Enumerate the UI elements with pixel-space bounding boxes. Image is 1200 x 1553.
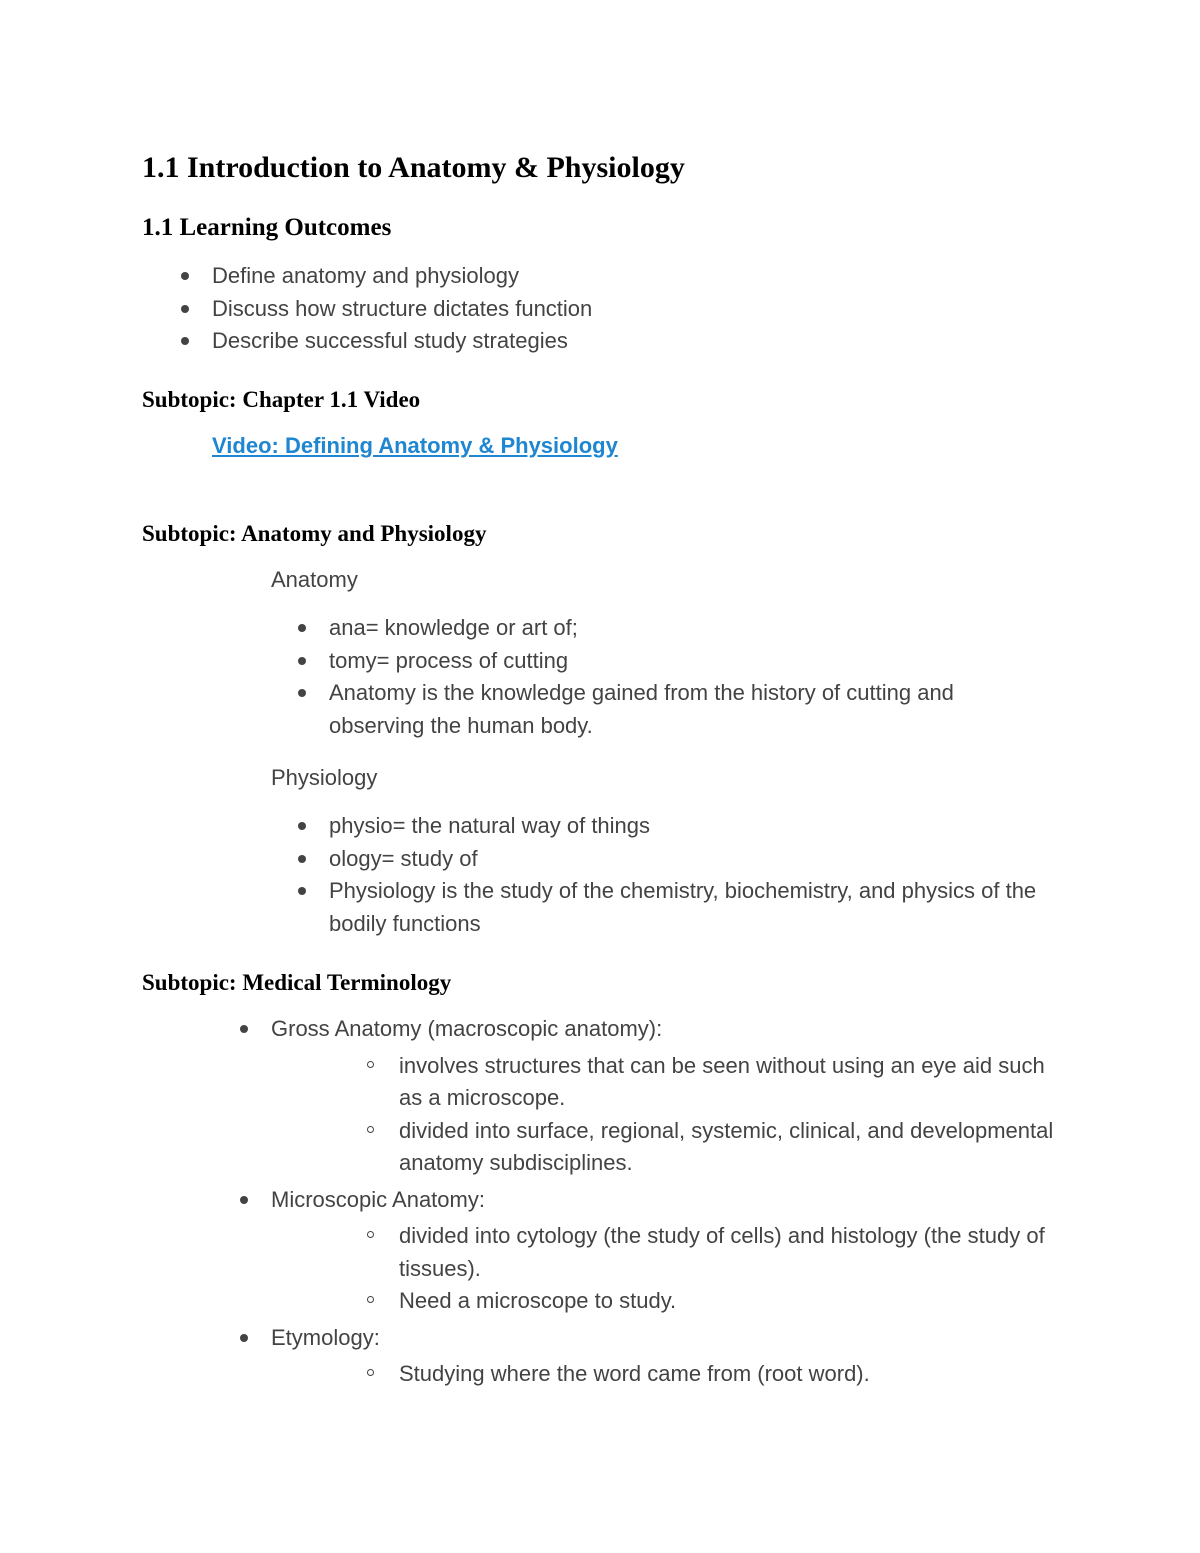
etymology-sublist xyxy=(399,1358,1059,1391)
video-link[interactable]: Video: Defining Anatomy & Physiology xyxy=(212,433,618,458)
medical-terminology-heading: Subtopic: Medical Terminology xyxy=(142,970,452,995)
list-item: Define anatomy and physiology xyxy=(212,260,1112,293)
list-item: physio= the natural way of things xyxy=(329,810,1049,843)
physiology-list xyxy=(329,810,1049,940)
video-subtopic-heading: Subtopic: Chapter 1.1 Video xyxy=(142,387,421,412)
list-item-microscopic-anatomy xyxy=(271,1184,1071,1318)
microscopic-anatomy-sublist xyxy=(399,1220,1059,1318)
list-item: Physiology is the study of the chemistry, biochemistry, and physics of the bodily functions xyxy=(329,875,1049,940)
list-item-etymology xyxy=(271,1322,1071,1391)
gross-anatomy-sublist xyxy=(399,1050,1059,1180)
list-item-label: Microscopic Anatomy: xyxy=(271,1186,485,1212)
page-title: 1.1 Introduction to Anatomy & Physiology xyxy=(142,151,685,184)
list-item-label: Gross Anatomy (macroscopic anatomy): xyxy=(271,1016,663,1041)
physiology-label: Physiology xyxy=(271,765,378,790)
anatomy-list xyxy=(329,612,1029,742)
list-item: Discuss how structure dictates function xyxy=(212,293,1112,326)
learning-outcomes-list xyxy=(212,260,1112,358)
anatomy-label: Anatomy xyxy=(271,567,358,592)
list-item: ology= study of xyxy=(329,843,1049,876)
sub-list-item: involves structures that can be seen without using an eye aid such as a microscope. xyxy=(399,1050,1059,1115)
learning-outcomes-heading: 1.1 Learning Outcomes xyxy=(142,214,392,241)
sub-list-item: divided into cytology (the study of cells) and histology (the study of tissues). xyxy=(399,1220,1059,1285)
list-item-label: Etymology: xyxy=(271,1324,380,1350)
list-item: tomy= process of cutting xyxy=(329,645,1029,678)
anatomy-physiology-heading: Subtopic: Anatomy and Physiology xyxy=(142,521,487,546)
list-item-gross-anatomy xyxy=(271,1013,1071,1180)
list-item: ana= knowledge or art of; xyxy=(329,612,1029,645)
list-item: Describe successful study strategies xyxy=(212,325,1112,358)
sub-list-item: Need a microscope to study. xyxy=(399,1285,1059,1318)
medical-terminology-list xyxy=(271,1013,1071,1391)
sub-list-item: Studying where the word came from (root word). xyxy=(399,1358,1059,1391)
sub-list-item: divided into surface, regional, systemic, clinical, and developmental anatomy subdisciplines. xyxy=(399,1115,1059,1180)
list-item: Anatomy is the knowledge gained from the history of cutting and observing the human body. xyxy=(329,677,1029,742)
